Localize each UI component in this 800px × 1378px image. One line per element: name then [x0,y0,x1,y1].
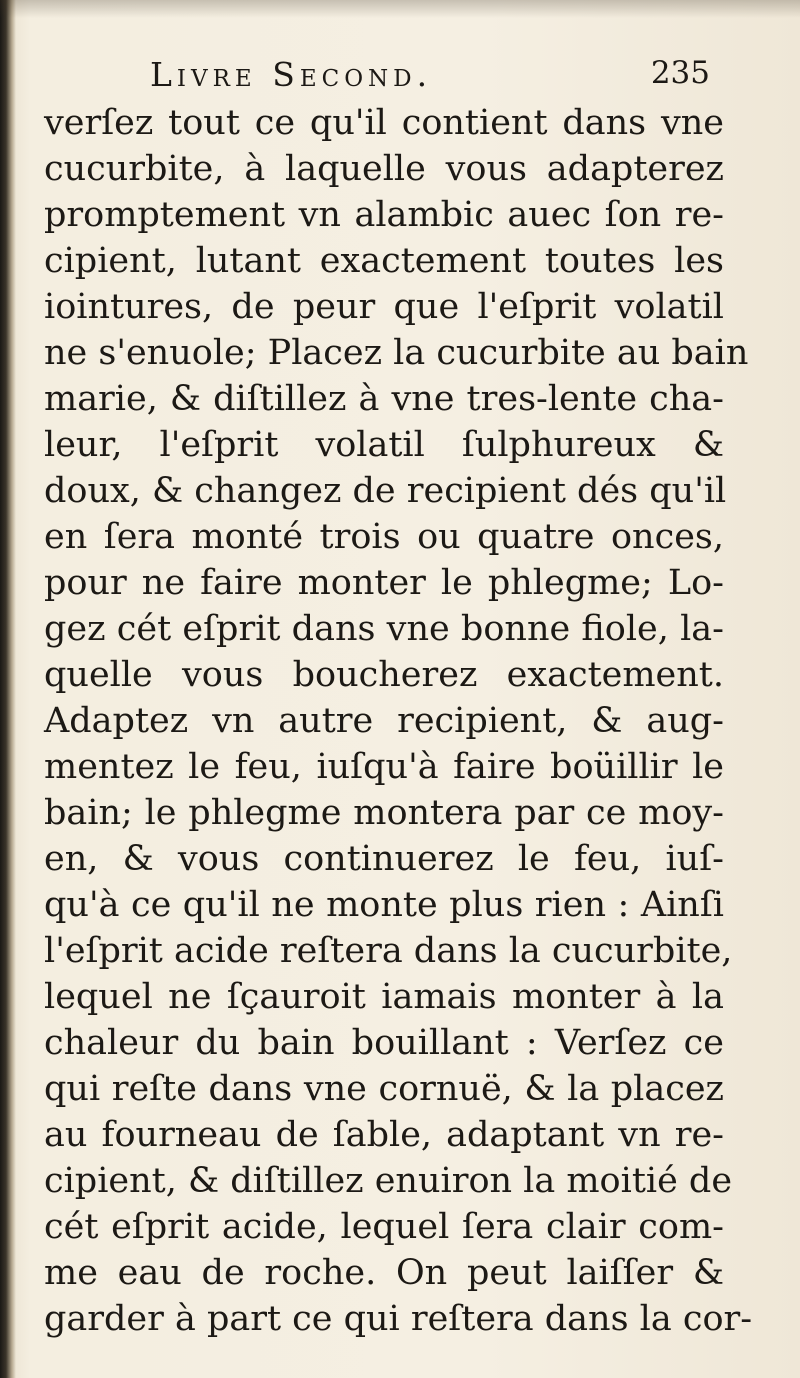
page-number: 235 [650,55,710,91]
text-line: iointures, de peur que l'eſprit volatil [44,287,724,327]
page-header [150,55,710,105]
text-line: Adaptez vn autre recipient, & aug- [44,701,724,741]
text-line: doux, & changez de recipient dés qu'il [44,471,727,511]
text-line: en, & vous continuerez le feu, iuſ- [44,839,724,879]
text-line: quelle vous boucherez exactement. [44,655,724,695]
text-line: qui reſte dans vne cornuë, & la placez [44,1069,724,1109]
text-line: pour ne faire monter le phlegme; Lo- [44,563,724,603]
text-line: cipient, & diſtillez enuiron la moitié de [44,1161,733,1201]
text-line: mentez le feu, iuſqu'à faire boüillir le [44,747,724,787]
text-line: au fourneau de ſable, adaptant vn re- [44,1115,724,1155]
running-head: Livre Second. [150,55,433,94]
body-text [44,100,753,1339]
text-line: ne s'enuole; Placez la cucurbite au bain [44,333,749,373]
text-line: leur, l'eſprit volatil ſulphureux & [44,425,724,465]
page-top-shadow [0,0,800,18]
text-line: marie, & diſtillez à vne tres-lente cha- [44,379,724,419]
text-line: chaleur du bain bouillant : Verſez ce [44,1023,724,1063]
text-line: gez cét eſprit dans vne bonne fiole, la- [44,609,724,649]
text-line: promptement vn alambic auec ſon re- [44,195,724,235]
text-line: lequel ne ſçauroit iamais monter à la [44,977,724,1017]
text-line: verſez tout ce qu'il contient dans vne [44,103,724,143]
text-line: me eau de roche. On peut laiſſer & [44,1253,724,1293]
text-line: l'eſprit acide reſtera dans la cucurbite, [44,931,733,971]
book-binding-edge [0,0,16,1378]
text-line: cipient, lutant exactement toutes les [44,241,724,281]
text-line: en ſera monté trois ou quatre onces, [44,517,724,557]
text-line: qu'à ce qu'il ne monte plus rien : Ainſi [44,885,724,925]
text-line: bain; le phlegme montera par ce moy- [44,793,724,833]
text-line: cucurbite, à laquelle vous adapterez [44,149,724,189]
text-line: cét eſprit acide, lequel ſera clair com- [44,1207,724,1247]
text-line: garder à part ce qui reſtera dans la cor- [44,1299,753,1339]
